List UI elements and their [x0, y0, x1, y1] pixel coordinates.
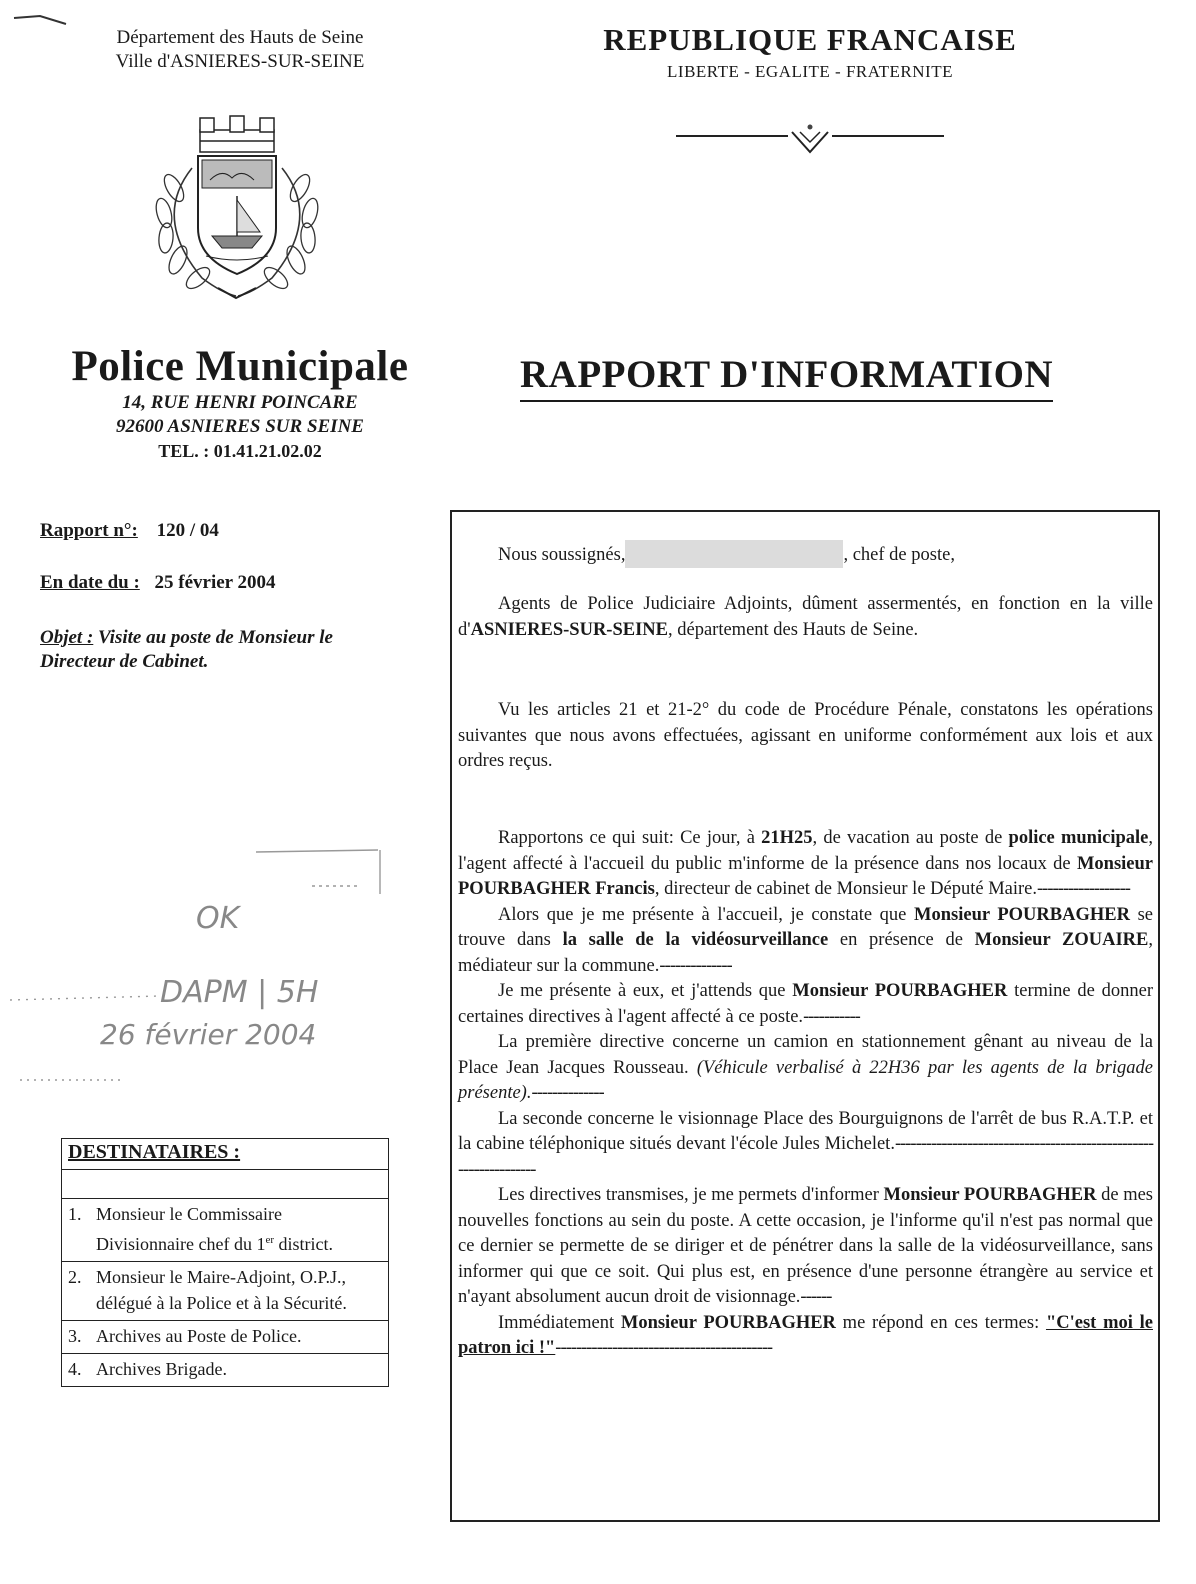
recipients-blank-row: [62, 1170, 388, 1199]
header-right: [560, 22, 1060, 82]
report-date: [40, 572, 276, 594]
body-paragraph-intro: Nous soussignés, , chef de poste,: [458, 540, 1153, 571]
recipient-text: Monsieur le Maire-Adjoint, O.P.J., délégué à la Police et à la Sécurité.: [96, 1267, 347, 1313]
recipients-title: DESTINATAIRES :: [62, 1139, 388, 1170]
recipients-table: [61, 1138, 389, 1387]
recipient-number: 3.: [68, 1326, 82, 1346]
report-number: [40, 520, 219, 542]
recipient-text: Archives au Poste de Police.: [96, 1326, 302, 1346]
republic-title: REPUBLIQUE FRANCAISE: [603, 22, 1017, 57]
handwritten-ok: OK: [196, 901, 240, 936]
report-number-value: 120 / 04: [156, 520, 219, 541]
handwritten-annotation: [0, 840, 390, 1090]
recipient-number: 1.: [68, 1204, 82, 1224]
police-address-city: 92600 ASNIERES SUR SEINE: [116, 416, 364, 437]
report-subject: [40, 626, 410, 674]
body-paragraph-narrative: Rapportons ce qui suit: Ce jour, à 21H25, de vacation au poste de police municipale, l'agent affecté à l'accueil du public m'informe de la présence dans nos locaux de Monsieur POURBAGHER Francis, directeur de cabinet de Monsieur le Député Maire.------------------ Alors que je me présente à l'accueil, je constate que Monsieur POURBAGHER se trouve dans la salle de la vidéosurveillance en présence de Monsieur ZOUAIRE, médiateur sur la commune.-------------- Je me présente à eux, et j'attends que Monsieur POURBAGHER termine de donner certaines directives à l'agent affecté à ce poste.----------- La première directive concerne un camion en stationnement gênant au niveau de la Place Jean Jacques Rousseau. (Véhicule verbalisé à 22H36 par les agents de la brigade présente).-------------- La seconde concerne le visionnage Place des Bourguignons de l'arrêt de bus R.A.T.P. et la cabine téléphonique situés devant l'école Jules Michelet.----------------------------------------------------------------- Les directives transmises, je me permets d'informer Monsieur POURBAGHER de mes nouvelles fonctions au sein du poste. A cette occasion, je l'informe qu'il n'est pas normal que ce dernier se permette de se diriger et de pénétrer dans la salle de la vidéosurveillance, sans informer qui que ce soit. Qui plus est, en présence d'une personne étrangère au service et n'ayant absolument aucun droit de visionnage.------ Immédiatement Monsieur POURBAGHER me répond en ces termes: "C'est moi le patron ici !"------------------------------------------: [458, 828, 1153, 1358]
header-left: [60, 26, 420, 74]
recipient-row: [62, 1321, 388, 1354]
body-paragraph-articles: Vu les articles 21 et 21-2° du code de Procédure Pénale, constatons les opérations suivantes que nous avons effectuées, agissant en uniforme conformément aux lois et aux ordres reçus.: [458, 700, 1153, 771]
police-name: Police Municipale: [71, 343, 409, 390]
handwritten-service: DAPM | 5H: [160, 975, 319, 1010]
report-date-label: En date du :: [40, 572, 140, 593]
recipient-row: [62, 1262, 388, 1321]
recipient-number: 4.: [68, 1359, 82, 1379]
ornament-divider-icon: [676, 122, 944, 156]
recipient-text: Archives Brigade.: [96, 1359, 227, 1379]
report-date-value: 25 février 2004: [154, 572, 276, 593]
report-number-label: Rapport n°:: [40, 520, 138, 541]
police-address-street: 14, RUE HENRI POINCARE: [122, 392, 358, 413]
police-phone: TEL. : 01.41.21.02.02: [158, 441, 322, 461]
handwritten-date: 26 février 2004: [100, 1018, 317, 1051]
report-subject-label: Objet :: [40, 627, 94, 648]
republic-motto: LIBERTE - EGALITE - FRATERNITE: [667, 62, 953, 81]
recipient-row: [62, 1354, 388, 1386]
recipient-row: [62, 1199, 388, 1262]
body-paragraph-agents: Agents de Police Judiciaire Adjoints, dûment assermentés, en fonction en la ville d'ASNIERES-SUR-SEINE, département des Hauts de Seine.: [458, 594, 1153, 640]
report-subject-value: Visite au poste de Monsieur le Directeur de Cabinet.: [40, 627, 333, 672]
report-title: RAPPORT D'INFORMATION: [520, 352, 1053, 402]
recipient-text: Monsieur le Commissaire Divisionnaire chef du 1er district.: [96, 1204, 333, 1254]
city-coat-of-arms-icon: [132, 108, 342, 306]
redacted-name: [625, 540, 843, 568]
police-header: [40, 342, 440, 463]
recipient-number: 2.: [68, 1267, 82, 1287]
department-name: Département des Hauts de Seine: [116, 27, 364, 48]
city-name: Ville d'ASNIERES-SUR-SEINE: [115, 51, 365, 72]
